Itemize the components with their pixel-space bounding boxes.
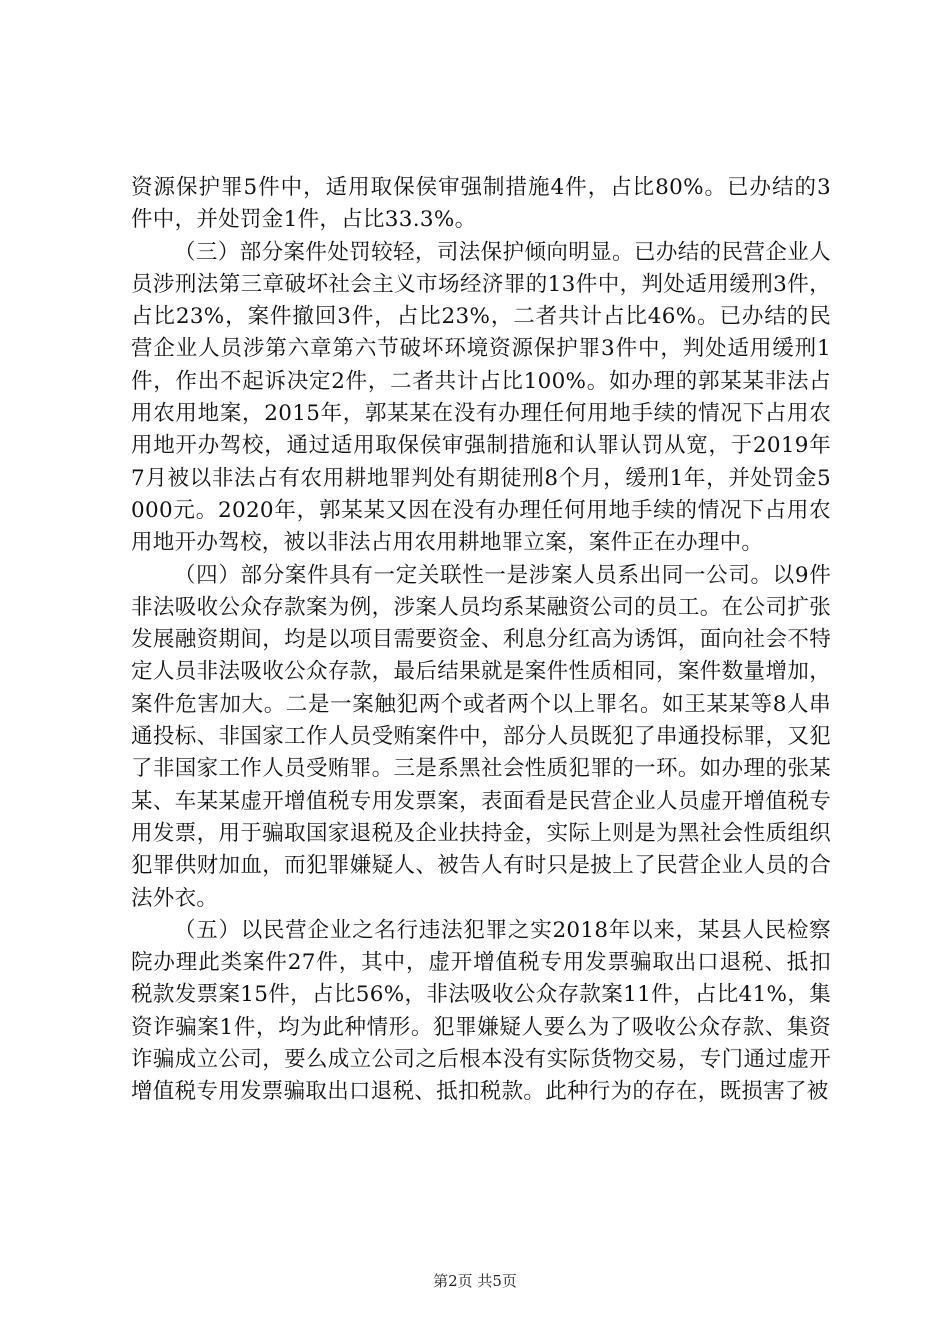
document-body: [131, 172, 831, 1109]
paragraph-1: 资源保护罪5件中，适用取保侯审强制措施4件，占比80%。已办结的3件中，并处罚金1件，占比33.3%。: [131, 175, 831, 233]
page-number-footer: 第2页 共5页: [433, 1272, 517, 1290]
paragraph-4: （五）以民营企业之名行违法犯罪之实2018年以来，某县人民检察院办理此类案件27件，其中，虚开增值税专用发票骗取出口退税、抵扣税款发票案15件，占比56%，非法吸收公众存款案11件，占比41%，集资诈骗案1件，均为此种情形。犯罪嫌疑人要么为了吸收公众存款、集资诈骗成立公司，要么成立公司之后根本没有实际货物交易，专门通过虚开增值税专用发票骗取出口退税、抵扣税款。此种行为的存在，既损害了被: [131, 917, 831, 1105]
paragraph-2: （三）部分案件处罚较轻，司法保护倾向明显。已办结的民营企业人员涉刑法第三章破坏社会主义市场经济罪的13件中，判处适用缓刑3件，占比23%，案件撤回3件，占比23%，二者共计占比46%。已办结的民营企业人员涉第六章第六节破坏环境资源保护罪3件中，判处适用缓刑1件，作出不起诉决定2件，二者共计占比100%。如办理的郭某某非法占用农用地案，2015年，郭某某在没有办理任何用地手续的情况下占用农用地开办驾校，通过适用取保侯审强制措施和认罪认罚从宽，于2019年7月被以非法占有农用耕地罪判处有期徒刑8个月，缓刑1年，并处罚金5000元。2020年，郭某某又因在没有办理任何用地手续的情况下占用农用地开办驾校，被以非法占用农用耕地罪立案，案件正在办理中。: [131, 239, 831, 556]
paragraph-3: （四）部分案件具有一定关联性一是涉案人员系出同一公司。以9件非法吸收公众存款案为例，涉案人员均系某融资公司的员工。在公司扩张发展融资期间，均是以项目需要资金、利息分红高为诱饵，面向社会不特定人员非法吸收公众存款，最后结果就是案件性质相同，案件数量增加，案件危害加大。二是一案触犯两个或者两个以上罪名。如王某某等8人串通投标、非国家工作人员受贿案件中，部分人员既犯了串通投标罪，又犯了非国家工作人员受贿罪。三是系黑社会性质犯罪的一环。如办理的张某某、车某某虚开增值税专用发票案，表面看是民营企业人员虚开增值税专用发票，用于骗取国家退税及企业扶持金，实际上则是为黑社会性质组织犯罪供财加血，而犯罪嫌疑人、被告人有时只是披上了民营企业人员的合法外衣。: [131, 562, 831, 911]
